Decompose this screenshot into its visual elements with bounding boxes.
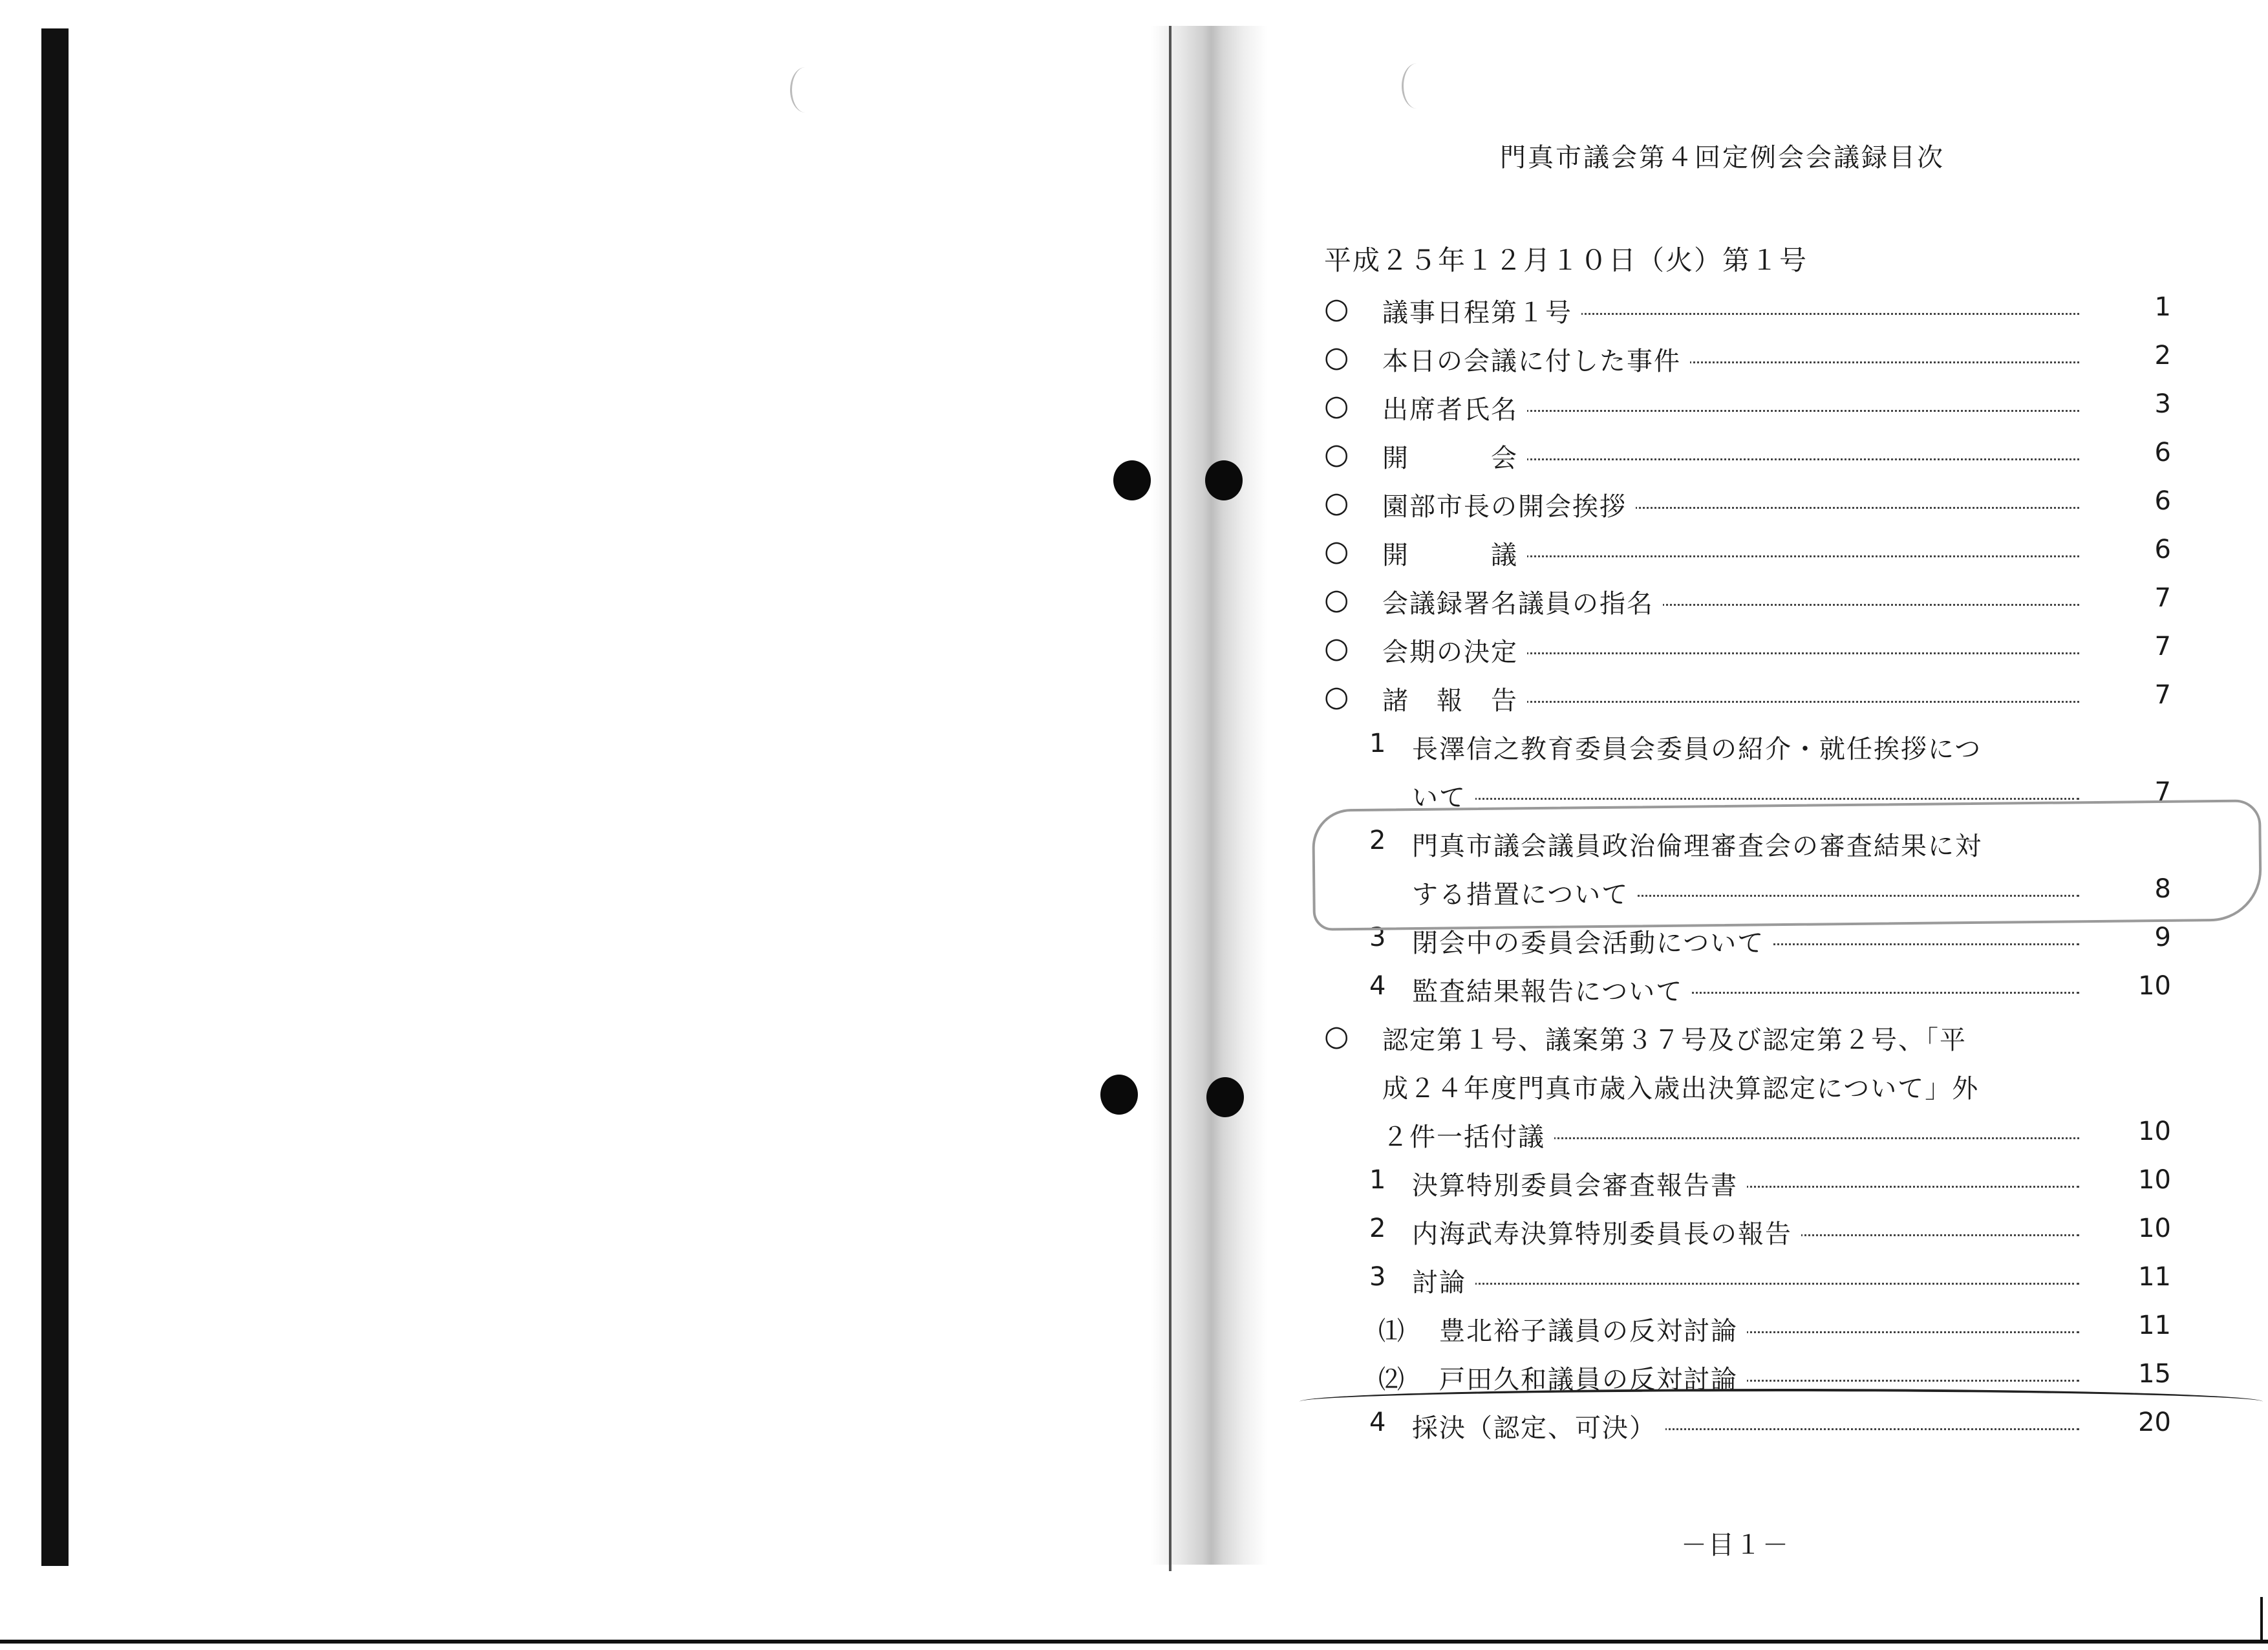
toc-entry: [1324, 959, 2171, 1008]
toc-entry-label: 本日の会議に付した事件: [1382, 341, 1690, 378]
toc-entry-label: する措置について: [1412, 874, 1638, 911]
item-number: ⑵: [1378, 1365, 1404, 1395]
item-number: 2: [1369, 826, 1386, 855]
circle-bullet: ○: [1324, 486, 1349, 519]
toc-entry-label: 採決（認定、可決）: [1412, 1408, 1665, 1444]
toc-entry-label: 認定第１号、議案第３７号及び認定第２号、「平: [1382, 1020, 1976, 1056]
toc-page-number: 2: [2154, 341, 2171, 370]
staple-mark: [790, 67, 820, 112]
document-title: 門真市議会第４回定例会会議録目次: [1500, 143, 1945, 173]
toc-entry: [1324, 717, 2171, 766]
circle-bullet: ○: [1324, 292, 1349, 325]
toc-entry-label: 諸 報 告: [1382, 680, 1527, 717]
circle-bullet: ○: [1324, 632, 1349, 665]
handwritten-underline-annotation: [1300, 1389, 2263, 1415]
circle-bullet: ○: [1324, 341, 1349, 374]
scan-bottom-edge: [0, 1640, 2268, 1644]
toc-entry: [1324, 1299, 2171, 1347]
toc-page-number: 10: [2138, 1165, 2171, 1195]
toc-entry: [1324, 572, 2171, 620]
page-number: －目１－: [1681, 1530, 1790, 1560]
scan-edge-bar: [41, 28, 69, 1566]
circle-bullet: ○: [1324, 535, 1349, 568]
toc-entry-label: 出席者氏名: [1382, 389, 1527, 426]
toc-entry-label: 閉会中の委員会活動について: [1412, 923, 1773, 959]
toc-entry-label: 開 会: [1382, 438, 1527, 475]
toc-page-number: 20: [2138, 1408, 2171, 1437]
session-date: 平成２５年１２月１０日（火）第１号: [1324, 244, 1808, 276]
toc-entry: [1324, 475, 2171, 523]
toc-page-number: 7: [2154, 680, 2171, 710]
item-number: 1: [1369, 1165, 1386, 1195]
toc-entry-label: 豊北裕子議員の反対討論: [1439, 1311, 1747, 1347]
toc-entry-label: 開 議: [1382, 535, 1527, 572]
punch-hole: [1113, 460, 1151, 500]
item-number: 1: [1369, 729, 1386, 758]
staple-mark: [1402, 63, 1432, 109]
page-fold-line: [1169, 26, 1171, 1571]
toc-page-number: 6: [2154, 486, 2171, 516]
toc-page-number: 8: [2154, 874, 2171, 904]
toc-page-number: 10: [2138, 971, 2171, 1001]
scan-corner-mark: [2260, 1597, 2263, 1642]
toc-entry-label: 門真市議会議員政治倫理審査会の審査結果に対: [1412, 826, 1991, 862]
punch-hole: [1205, 460, 1243, 500]
toc-entry-label: 園部市長の開会挨拶: [1382, 486, 1636, 523]
circle-bullet: ○: [1324, 1020, 1349, 1053]
toc-page-number: 6: [2154, 535, 2171, 564]
circle-bullet: ○: [1324, 680, 1349, 713]
circle-bullet: ○: [1324, 438, 1349, 471]
toc-entry: [1324, 426, 2171, 475]
toc-entry-label: 戸田久和議員の反対討論: [1439, 1359, 1747, 1396]
toc-entry: [1324, 329, 2171, 378]
toc-entry: [1324, 1008, 2171, 1056]
item-number: 2: [1369, 1214, 1386, 1243]
toc-entry-label: 成２４年度門真市歳入歳出決算認定について」外: [1382, 1068, 1988, 1105]
toc-page-number: 11: [2138, 1262, 2171, 1292]
toc-entry: [1324, 620, 2171, 669]
item-number: 4: [1369, 971, 1386, 1001]
toc-page-number: 15: [2138, 1359, 2171, 1389]
toc-entry-label: 長澤信之教育委員会委員の紹介・就任挨拶につ: [1412, 729, 1991, 766]
toc-page-number: 11: [2138, 1311, 2171, 1340]
toc-entry-label: 監査結果報告について: [1412, 971, 1692, 1008]
toc-entry-label: 決算特別委員会審査報告書: [1412, 1165, 1747, 1202]
toc-entry-label: ２件一括付議: [1382, 1117, 1554, 1153]
circle-bullet: ○: [1324, 583, 1349, 616]
toc-entry-label: 会期の決定: [1382, 632, 1527, 669]
toc-entry: [1324, 669, 2171, 717]
item-number: 3: [1369, 1262, 1386, 1292]
toc-page-number: 1: [2154, 292, 2171, 322]
toc-entry: [1324, 378, 2171, 426]
toc-entry-label: 議事日程第１号: [1382, 292, 1581, 329]
toc-entry: [1324, 1105, 2171, 1153]
punch-hole: [1100, 1075, 1138, 1115]
toc-entry: [1324, 523, 2171, 572]
toc-entry-label: 内海武寿決算特別委員長の報告: [1412, 1214, 1801, 1250]
toc-page-number: 7: [2154, 583, 2171, 613]
toc-page-number: 10: [2138, 1117, 2171, 1146]
handwritten-circle-annotation: [1312, 799, 2262, 930]
toc-entry-label: 討論: [1412, 1262, 1475, 1299]
toc-page-number: 10: [2138, 1214, 2171, 1243]
circle-bullet: ○: [1324, 389, 1349, 422]
toc-page-number: 9: [2154, 923, 2171, 952]
toc-entry: [1324, 1153, 2171, 1202]
toc-entry: [1324, 281, 2171, 329]
toc-entry-label: いて: [1412, 777, 1475, 814]
item-number: ⑴: [1378, 1316, 1404, 1346]
toc-page-number: 3: [2154, 389, 2171, 419]
toc-entry: [1324, 1250, 2171, 1299]
dotted-leader: [1412, 1283, 2079, 1285]
dotted-leader: [1412, 798, 2079, 800]
toc-page-number: 6: [2154, 438, 2171, 467]
toc-page-number: 7: [2154, 777, 2171, 807]
toc-page-number: 7: [2154, 632, 2171, 661]
item-number: 3: [1369, 923, 1386, 952]
toc-entry-label: 会議録署名議員の指名: [1382, 583, 1663, 620]
page-fold-shadow: [1151, 26, 1267, 1565]
toc-entry: [1324, 1202, 2171, 1250]
item-number: 4: [1369, 1408, 1386, 1437]
toc-entry: [1324, 1056, 2171, 1105]
punch-hole: [1206, 1077, 1244, 1117]
